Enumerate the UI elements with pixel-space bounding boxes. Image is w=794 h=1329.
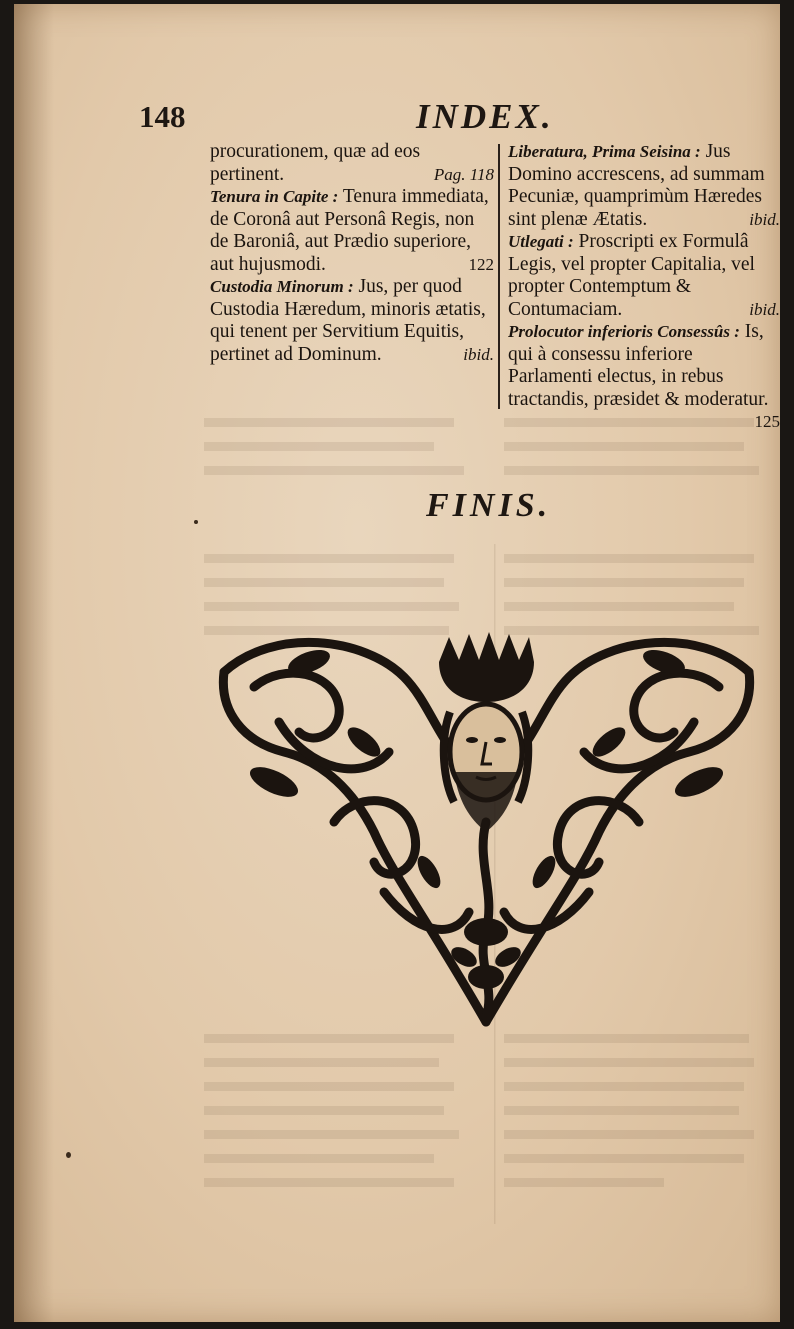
index-entry — [508, 231, 780, 321]
index-text: Jus Domino accrescens, ad summam Pecuniæ, quamprimùm Hæredes sint plenæ Ætatis. — [508, 141, 765, 230]
index-page-ref: ibid. — [463, 344, 494, 364]
running-head: INDEX. — [416, 97, 554, 136]
index-column-left — [210, 141, 494, 366]
index-entry — [508, 141, 780, 231]
tailpiece-ornament — [214, 632, 759, 1032]
ink-spot — [194, 520, 198, 524]
index-text: Jus, per quod Custodia Hæredum, minoris ætatis, qui tenent per Servitium Equitis, pertinet ad Dominum. — [210, 276, 486, 365]
index-text: Is, qui à consessu inferiore Parlamenti electus, in rebus tractandis, præsidet & moderatur. — [508, 321, 769, 410]
index-term: Prolocutor inferioris Consessûs : — [508, 322, 740, 341]
index-page-ref: 122 — [468, 254, 494, 274]
index-text: Proscripti ex Formulâ Legis, vel propter Capitalia, vel propter Contemptum & Contumaciam. — [508, 231, 755, 320]
book-page — [14, 4, 780, 1322]
index-page-ref: Pag. 118 — [433, 164, 494, 184]
index-column-right — [508, 141, 780, 434]
face-mask — [444, 704, 528, 832]
column-divider — [498, 144, 500, 409]
index-entry — [210, 186, 494, 276]
index-entry — [210, 276, 494, 366]
index-term: Tenura in Capite : — [210, 187, 339, 206]
index-page-ref: ibid. — [749, 299, 780, 319]
page-number: 148 — [139, 99, 186, 134]
ink-spot — [66, 1152, 71, 1158]
index-term: Custodia Minorum : — [210, 277, 354, 296]
closing-word: FINIS. — [426, 487, 552, 524]
tailpiece-ornament-icon — [214, 632, 759, 1032]
page-header — [14, 99, 780, 139]
index-entry — [508, 321, 780, 431]
index-entry — [210, 141, 494, 186]
index-term: Utlegati : — [508, 232, 574, 251]
index-text: Tenura immediata, de Coronâ aut Personâ Regis, non de Baroniâ, aut Prædio superiore, aut hujusmodi. — [210, 186, 489, 275]
index-text: procurationem, quæ ad eos pertinent. — [210, 141, 421, 185]
index-page-ref: ibid. — [749, 209, 780, 229]
index-page-ref: 125 — [754, 412, 780, 431]
index-term: Liberatura, Prima Seisina : — [508, 142, 701, 161]
